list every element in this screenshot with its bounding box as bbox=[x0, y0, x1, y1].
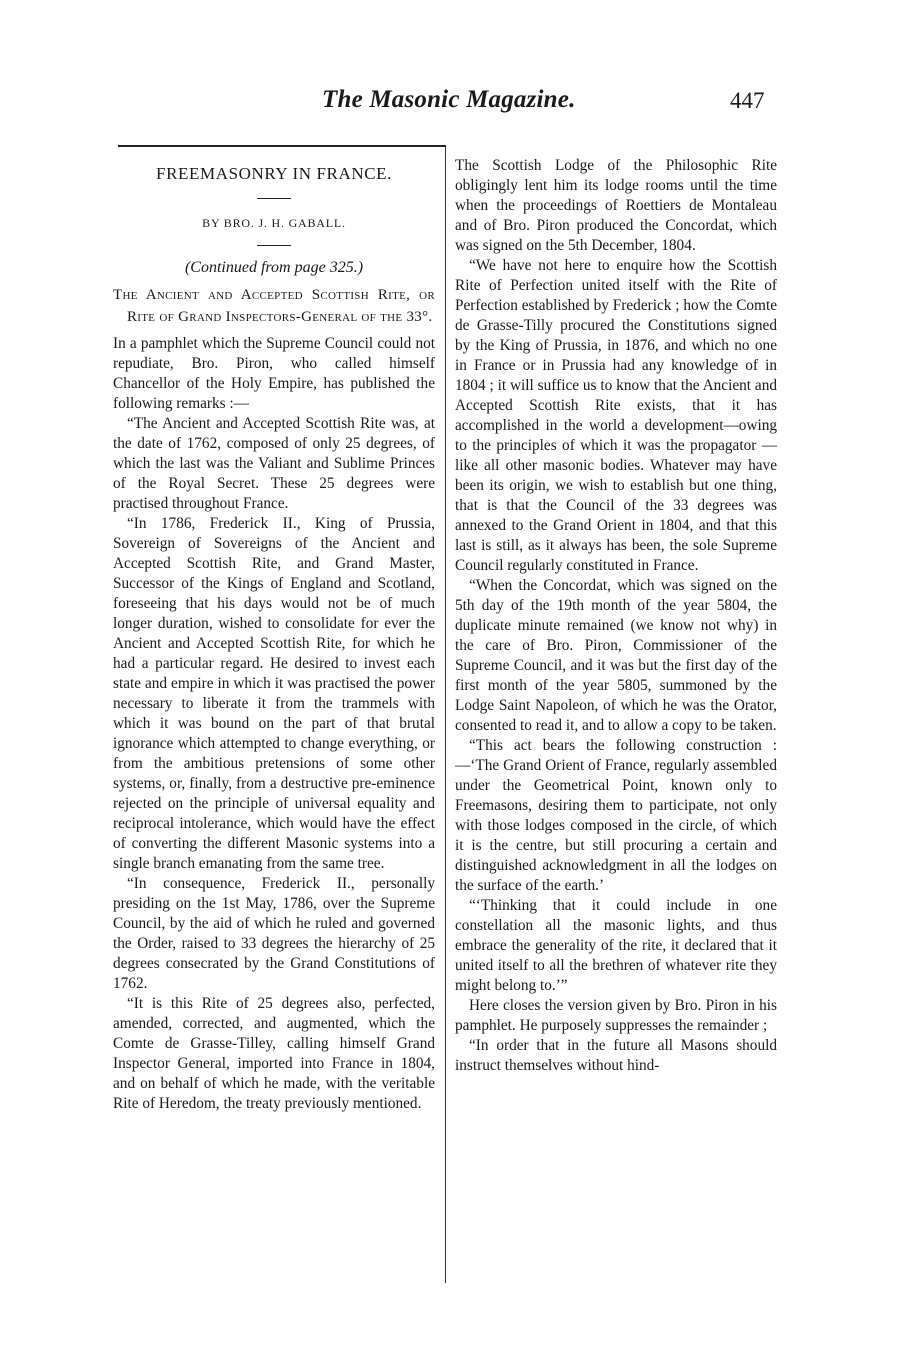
paragraph: In a pamphlet which the Supreme Council could not repudiate, Bro. Piron, who called himself Chancellor of the Holy Empire, has published the following remarks :— bbox=[113, 335, 435, 412]
running-title: The Masonic Magazine. bbox=[322, 86, 576, 113]
paragraph: “In consequence, Frederick II., personally presiding on the 1st May, 1786, over the Supreme Council, by the aid of which he ruled and governed the Order, raised to 33 degrees the hierarchy of 25 degrees consecrated by the Grand Constitutions of 1762. bbox=[113, 875, 435, 992]
paragraph: “This act bears the following construction :—‘The Grand Orient of France, regularly assembled under the Geometrical Point, known only to Freemasons, desiring them to participate, not only with those lodges composed in the circle, of which it is the centre, but still procuring a certain and distinguished acknowledgment in all the lodges on the surface of the earth.’ bbox=[455, 737, 777, 894]
paragraph: “It is this Rite of 25 degrees also, perfected, amended, corrected, and augmented, which the Comte de Grasse-Tilley, calling himself Grand Inspector General, imported into France in 1804, and on behalf of which he made, with the veritable Rite of Heredom, the treaty previously mentioned. bbox=[113, 995, 435, 1112]
paragraph: “When the Concordat, which was signed on the 5th day of the 19th month of the year 5804, the duplicate minute remained (we know not why) in the care of Bro. Piron, Commissioner of the Supreme Council, and it was but the first day of the first month of the year 5805, summoned by the Lodge Saint Napoleon, of which he was the Orator, consented to read it, and to allow a copy to be taken. bbox=[455, 577, 777, 734]
paragraph: “The Ancient and Accepted Scottish Rite was, at the date of 1762, composed of only 25 degrees, of which the last was the Valiant and Sublime Princes of the Royal Secret. These 25 degrees were practised throughout France. bbox=[113, 415, 435, 512]
right-column bbox=[455, 156, 777, 1076]
continued-note: (Continued from page 325.) bbox=[184, 259, 364, 276]
page-number: 447 bbox=[730, 88, 765, 113]
header-rule bbox=[118, 145, 445, 147]
paragraph: Here closes the version given by Bro. Piron in his pamphlet. He purposely suppresses the remainder ; bbox=[455, 997, 777, 1034]
running-head bbox=[0, 86, 899, 122]
paragraph: “In 1786, Frederick II., King of Prussia, Sovereign of Sovereigns of the Ancient and Accepted Scottish Rite, and Grand Master, Successor of the Kings of England and Scotland, foreseeing that his days would not be of much longer duration, wished to consolidate for ever the Ancient and Accepted Scottish Rite, for which he had a particular regard. He desired to invest each state and empire in which it was practised the power necessary to liberate it from the trammels with which it was bound on the part of that brutal ignorance which attempted to change everything, or from the ambitious pretensions of some other systems, or, finally, from a destructive pre-eminence rejected on the principle of universal equality and reciprocal intolerance, which would have the effect of converting the different Masonic systems into a single branch emanating from the same tree. bbox=[113, 515, 435, 872]
byline: BY BRO. J. H. GABALL. bbox=[202, 216, 346, 230]
paragraph: “‘Thinking that it could include in one constellation all the masonic lights, and thus embrace the generality of the rite, it declared that it united itself to all the brethren of whatever rite they might belong to.’” bbox=[455, 897, 777, 994]
paragraph: The Scottish Lodge of the Philosophic Rite obligingly lent him its lodge rooms until the time when the proceedings of Roettiers de Montaleau and of Bro. Piron produced the Concordat, which was signed on the 5th December, 1804. bbox=[455, 157, 777, 254]
column-divider bbox=[445, 145, 446, 1283]
paragraph: “We have not here to enquire how the Scottish Rite of Perfection united itself with the Rite of Perfection established by Frederick ; how the Comte de Grasse-Tilly procured the Constitutions signed by the King of Prussia, in 1876, and which no one in France or in Prussia had any knowledge of in 1804 ; it will suffice us to know that the Ancient and Accepted Scottish Rite exists, that it has accomplished in the world a development—owing to the principles of which it was the propagator —like all other masonic bodies. Whatever may have been its origin, we wish to establish but one thing, that is that the Council of the 33 degrees was annexed to the Grand Orient in 1804, and that this last is still, as it always has been, the sole Supreme Council regularly constituted in France. bbox=[455, 257, 777, 574]
article-title: FREEMASONRY IN FRANCE. bbox=[156, 164, 392, 183]
left-column bbox=[113, 158, 435, 1114]
byline-rule bbox=[257, 245, 291, 246]
section-heading: The Ancient and Accepted Scottish Rite, or Rite of Grand Inspectors-General of the 33°. bbox=[113, 287, 435, 325]
paragraph: “In order that in the future all Masons should instruct themselves without hind- bbox=[455, 1037, 777, 1074]
title-rule bbox=[257, 198, 291, 199]
